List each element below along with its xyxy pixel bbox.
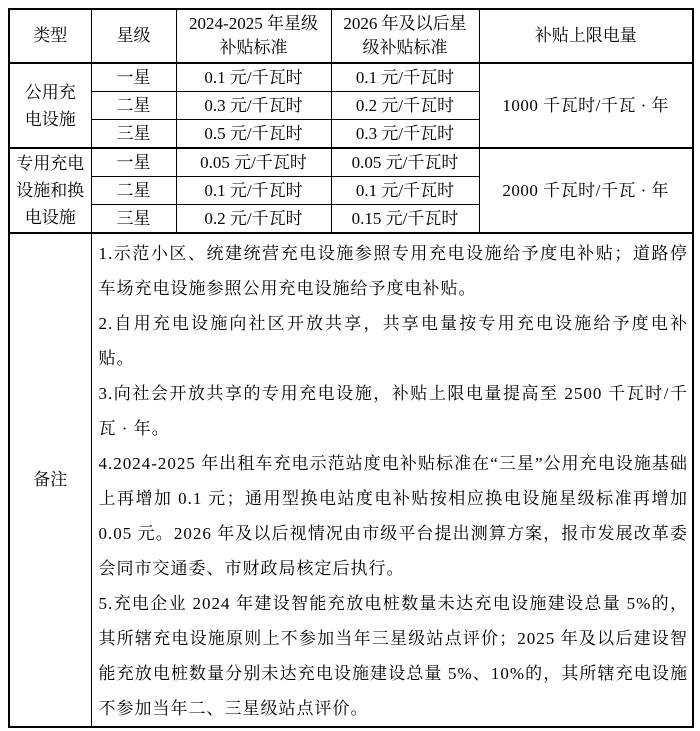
remark-item-4: 4.2024-2025 年出租车充电示范站度电补贴标准在“三星”公用充电设施基础上再增加 0.1 元；通用型换电站度电补贴按相应换电设施星级标准再增加 0.05 元。2026 年及以后视情况由市级平台提出测算方案，报市发展改革委会同市交通委、市财政局核定后执行。	[98, 454, 688, 578]
header-cap: 补贴上限电量	[479, 9, 693, 63]
std-2026-value: 0.15 元/千瓦时	[331, 205, 479, 234]
remark-item-5: 5.充电企业 2024 年建设智能充放电桩数量未达充电设施建设总量 5%的，其所辖充电设施原则上不参加当年三星级站点评价；2025 年及以后建设智能充放电桩数量分别未达充电设施建设总量 5%、10%的，其所辖充电设施不参加当年二、三星级站点评价。	[98, 594, 688, 718]
star-level: 三星	[91, 205, 176, 234]
std-2024-value: 0.1 元/千瓦时	[176, 177, 331, 205]
star-level: 二星	[91, 92, 176, 120]
star-level: 一星	[91, 148, 176, 177]
remarks-row	[9, 233, 693, 727]
type-public: 公用充 电设施	[9, 63, 91, 148]
std-2026-value: 0.1 元/千瓦时	[331, 63, 479, 92]
std-2024-value: 0.05 元/千瓦时	[176, 148, 331, 177]
remark-item-1: 1.示范小区、统建统营充电设施参照专用充电设施给予度电补贴；道路停车场充电设施参照公用充电设施给予度电补贴。	[98, 244, 688, 298]
header-type: 类型	[9, 9, 91, 63]
header-std-2024: 2024-2025 年星级 补贴标准	[176, 9, 331, 63]
star-level: 三星	[91, 120, 176, 149]
std-2024-value: 0.5 元/千瓦时	[176, 120, 331, 149]
type-dedicated: 专用充电 设施和换 电设施	[9, 148, 91, 233]
std-2024-value: 0.1 元/千瓦时	[176, 63, 331, 92]
subsidy-table	[8, 8, 694, 728]
std-2026-value: 0.05 元/千瓦时	[331, 148, 479, 177]
header-star: 星级	[91, 9, 176, 63]
std-2026-value: 0.3 元/千瓦时	[331, 120, 479, 149]
header-std-2026: 2026 年及以后星 级补贴标准	[331, 9, 479, 63]
std-2024-value: 0.3 元/千瓦时	[176, 92, 331, 120]
table-row	[9, 63, 693, 92]
std-2024-value: 0.2 元/千瓦时	[176, 205, 331, 234]
cap-public: 1000 千瓦时/千瓦 · 年	[479, 63, 693, 148]
table-row	[9, 148, 693, 177]
star-level: 二星	[91, 177, 176, 205]
cap-dedicated: 2000 千瓦时/千瓦 · 年	[479, 148, 693, 233]
remark-item-2: 2.自用充电设施向社区开放共享，共享电量按专用充电设施给予度电补贴。	[98, 314, 688, 368]
table-header-row	[9, 9, 693, 63]
remarks-content	[91, 233, 693, 727]
std-2026-value: 0.1 元/千瓦时	[331, 177, 479, 205]
remarks-label: 备注	[9, 233, 91, 727]
star-level: 一星	[91, 63, 176, 92]
remark-item-3: 3.向社会开放共享的专用充电设施，补贴上限电量提高至 2500 千瓦时/千瓦 · 年。	[98, 384, 688, 438]
std-2026-value: 0.2 元/千瓦时	[331, 92, 479, 120]
